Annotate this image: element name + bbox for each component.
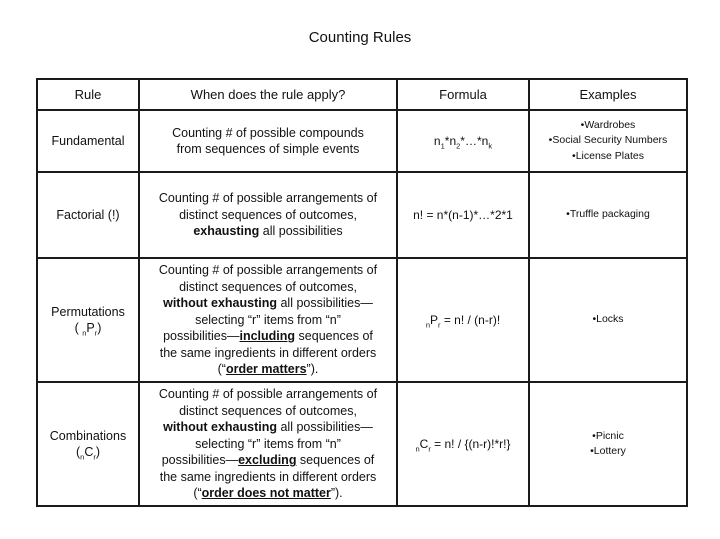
example-item: •Locks [592, 313, 624, 326]
header-rule: Rule [37, 79, 139, 110]
rule-examples [529, 258, 687, 382]
example-item: •Wardrobes [580, 118, 636, 131]
rule-notation: ( $_nP_r$) [74, 321, 102, 338]
rule-examples [529, 110, 687, 172]
counting-rules-table [36, 78, 688, 507]
page-title: Counting Rules [308, 29, 412, 46]
table-row-factorial [37, 172, 687, 258]
example-item: •License Plates [572, 149, 644, 162]
table-row-permutations [37, 258, 687, 382]
rule-notation: $(_nC_r)$ [75, 445, 101, 462]
header-formula: Formula [397, 79, 529, 110]
rule-formula: $_nP_r = n$! / (n-r)! [397, 258, 529, 382]
table-row-fundamental [37, 110, 687, 172]
rule-description: Counting # of possible arrangements of distinct sequences of outcomes, without exhausting all possibilities— selecting “r” items from “n” possibilities—excluding sequences of the same ingredients in different orders (“order does not matter”). [139, 382, 397, 506]
example-item: •Picnic [592, 429, 624, 442]
header-examples: Examples [529, 79, 687, 110]
rule-formula: n! = n*(n-1)*…*2*1 [397, 172, 529, 258]
rule-examples [529, 382, 687, 506]
rule-description: Counting # of possible arrangements of distinct sequences of outcomes, without exhausting all possibilities— selecting “r” items from “n” possibilities—including sequences of the same ingredients in different orders (“order matters”). [139, 258, 397, 382]
header-when: When does the rule apply? [139, 79, 397, 110]
rule-name: Combinations $(_nC_r)$ [37, 382, 139, 506]
rule-name: Permutations ( $_nP_r$) [37, 258, 139, 382]
rule-formula: $n_1*n_2*\dots*n_k$ [397, 110, 529, 172]
rule-formula: $_nC_r = n$! / {(n-r)!*r!} [397, 382, 529, 506]
example-item: •Social Security Numbers [548, 134, 668, 147]
rule-description: Counting # of possible compounds from sequences of simple events [139, 110, 397, 172]
table-row-combinations [37, 382, 687, 506]
rule-name: Factorial (!) [37, 172, 139, 258]
header-row [37, 79, 687, 110]
rule-description: Counting # of possible arrangements of distinct sequences of outcomes, exhausting all possibilities [139, 172, 397, 258]
rule-examples [529, 172, 687, 258]
example-item: •Lottery [590, 445, 626, 457]
example-item: •Truffle packaging [566, 208, 650, 221]
rule-name: Fundamental [37, 110, 139, 172]
